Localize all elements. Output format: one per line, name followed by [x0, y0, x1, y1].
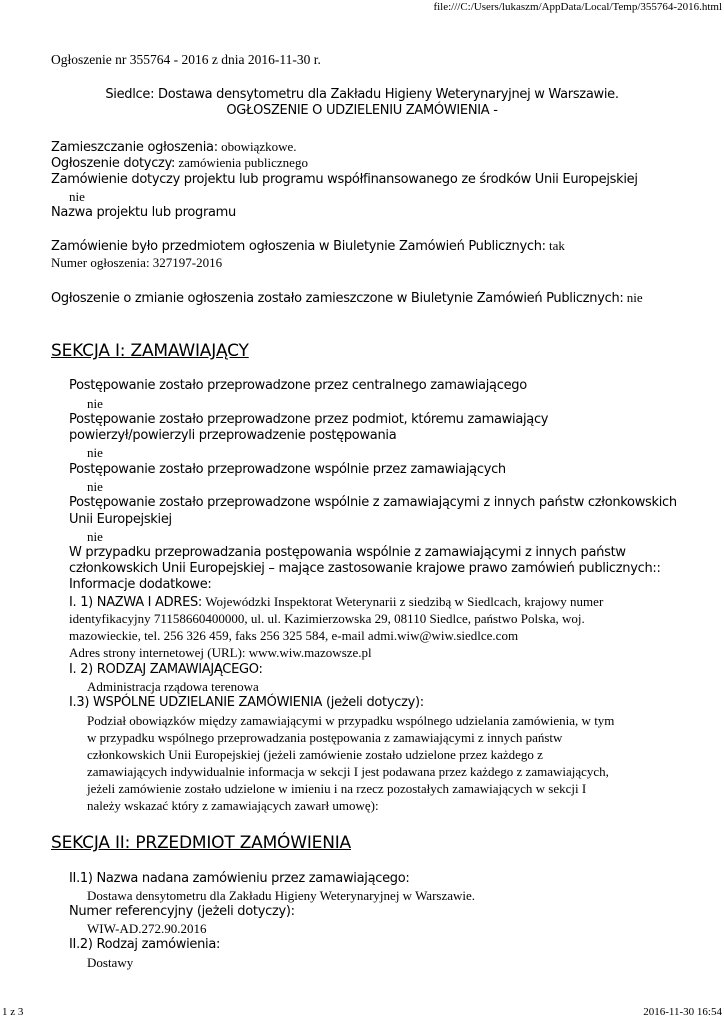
website-line: Adres strony internetowej (URL): www.wiw.mazowsze.pl [69, 645, 372, 660]
joint-eu-value: nie [87, 529, 103, 544]
name-address-row [69, 594, 603, 610]
name-address-value-line1: Wojewódzki Inspektorat Weterynarii z siedzibą w Siedlcach, krajowy numer [205, 594, 604, 609]
concerns-row [51, 155, 308, 171]
central-label: Postępowanie zostało przeprowadzone przez centralnego zamawiającego [69, 378, 527, 393]
joint-award-text-line4: zamawiających indywidualnie informacja w sekcji I jest podawana przez każdego z zamawiających, [87, 764, 609, 779]
concerns-value: zamówienia publicznego [178, 155, 308, 170]
print-datetime: 2016-11-30 16:54 [643, 1006, 722, 1018]
joint-eu-label-line1: Postępowanie zostało przeprowadzone wspólnie z zamawiającymi z innych państw członkowskich [69, 495, 677, 510]
law-label-line1: W przypadku przeprowadzania postępowania wspólnie z zamawiającymi z innych państw [69, 545, 626, 560]
section-2-title: SEKCJA II: PRZEDMIOT ZAMÓWIENIA [51, 833, 351, 853]
additional-info-label: Informacje dodatkowe: [69, 577, 212, 592]
joint-award-text-line2: w przypadku wspólnego przeprowadzania postępowania z zamawiającymi z innych państw [87, 730, 563, 745]
law-label-line2: członkowskich Unii Europejskiej – mające zastosowanie krajowe prawo zamówień publicznych:: [69, 561, 661, 576]
notice-subject-line: Siedlce: Dostawa densytometru dla Zakładu Higieny Weterynaryjnej w Warszawie. [105, 87, 619, 102]
joint-award-label: I.3) WSPÓLNE UDZIELANIE ZAMÓWIENIA (jeżeli dotyczy): [69, 695, 424, 710]
joint-label: Postępowanie zostało przeprowadzone wspólnie przez zamawiających [69, 462, 506, 477]
bzp-label: Zamówienie było przedmiotem ogłoszenia w Biuletynie Zamówień Publicznych: [51, 239, 546, 254]
name-address-value-line2: identyfikacyjny 71158660400000, ul. ul. Kazimierzowska 29, 08110 Siedlce, państwo Polska, woj. [69, 611, 585, 626]
section-1-title: SEKCJA I: ZAMAWIAJĄCY [51, 341, 249, 361]
order-type-value: Dostawy [87, 955, 134, 970]
concerns-label: Ogłoszenie dotyczy: [51, 156, 176, 171]
eu-project-label: Zamówienie dotyczy projektu lub programu współfinansowanego ze środków Unii Europejskiej [51, 172, 638, 187]
entrusted-label-line2: powierzył/powierzyli przeprowadzenie postępowania [69, 428, 397, 443]
placement-value: obowiązkowe. [221, 139, 297, 154]
order-name-label: II.1) Nazwa nadana zamówieniu przez zamawiającego: [69, 871, 410, 886]
contracting-type-value: Administracja rządowa terenowa [87, 679, 259, 694]
page-counter: 1 z 3 [2, 1006, 24, 1018]
change-value: nie [626, 290, 643, 305]
reference-number-label: Numer referencyjny (jeżeli dotyczy): [69, 904, 295, 919]
name-address-value-line3: mazowieckie, tel. 256 326 459, faks 256 325 584, e-mail admi.wiw@wiw.siedlce.com [69, 628, 519, 643]
central-value: nie [87, 396, 103, 411]
entrusted-value: nie [87, 445, 103, 460]
bzp-value: tak [549, 238, 565, 253]
joint-award-text-line5: jeżeli zamówienie zostało udzielone w imieniu i na rzecz pozostałych zamawiających w sekcji I [87, 781, 587, 796]
notice-type-line: OGŁOSZENIE O UDZIELENIU ZAMÓWIENIA - [226, 103, 498, 118]
joint-value: nie [87, 479, 103, 494]
joint-award-text-line6: należy wskazać który z zamawiających zawarł umowę): [87, 798, 379, 813]
eu-project-value: nie [69, 189, 85, 204]
notice-number-line: Ogłoszenie nr 355764 - 2016 z dnia 2016-11-30 r. [51, 52, 321, 67]
joint-award-text-line1: Podział obowiązków między zamawiającymi w przypadku wspólnego udzielania zamówienia, w tym [87, 713, 615, 728]
bzp-notice-number: Numer ogłoszenia: 327197-2016 [51, 255, 223, 270]
joint-eu-label-line2: Unii Europejskiej [69, 512, 172, 527]
change-label: Ogłoszenie o zmianie ogłoszenia zostało zamieszczone w Biuletynie Zamówień Publicznych: [51, 291, 624, 306]
print-header-url: file:///C:/Users/lukaszm/AppData/Local/Temp/355764-2016.html [433, 1, 722, 13]
placement-label: Zamieszczanie ogłoszenia: [51, 140, 218, 155]
order-name-value: Dostawa densytometru dla Zakładu Higieny Weterynaryjnej w Warszawie. [87, 888, 476, 903]
reference-number-value: WIW-AD.272.90.2016 [87, 921, 207, 936]
entrusted-label-line1: Postępowanie zostało przeprowadzone przez podmiot, któremu zamawiający [69, 412, 549, 427]
change-row [51, 290, 643, 306]
placement-row [51, 139, 297, 155]
project-name-label: Nazwa projektu lub programu [51, 205, 236, 220]
bzp-row [51, 238, 565, 254]
order-type-label: II.2) Rodzaj zamówienia: [69, 937, 221, 952]
name-address-label: I. 1) NAZWA I ADRES: [69, 595, 203, 610]
joint-award-text-line3: członkowskich Unii Europejskiej (jeżeli zamówienie zostało udzielone przez każdego z [87, 747, 543, 762]
contracting-type-label: I. 2) RODZAJ ZAMAWIAJĄCEGO: [69, 662, 263, 677]
